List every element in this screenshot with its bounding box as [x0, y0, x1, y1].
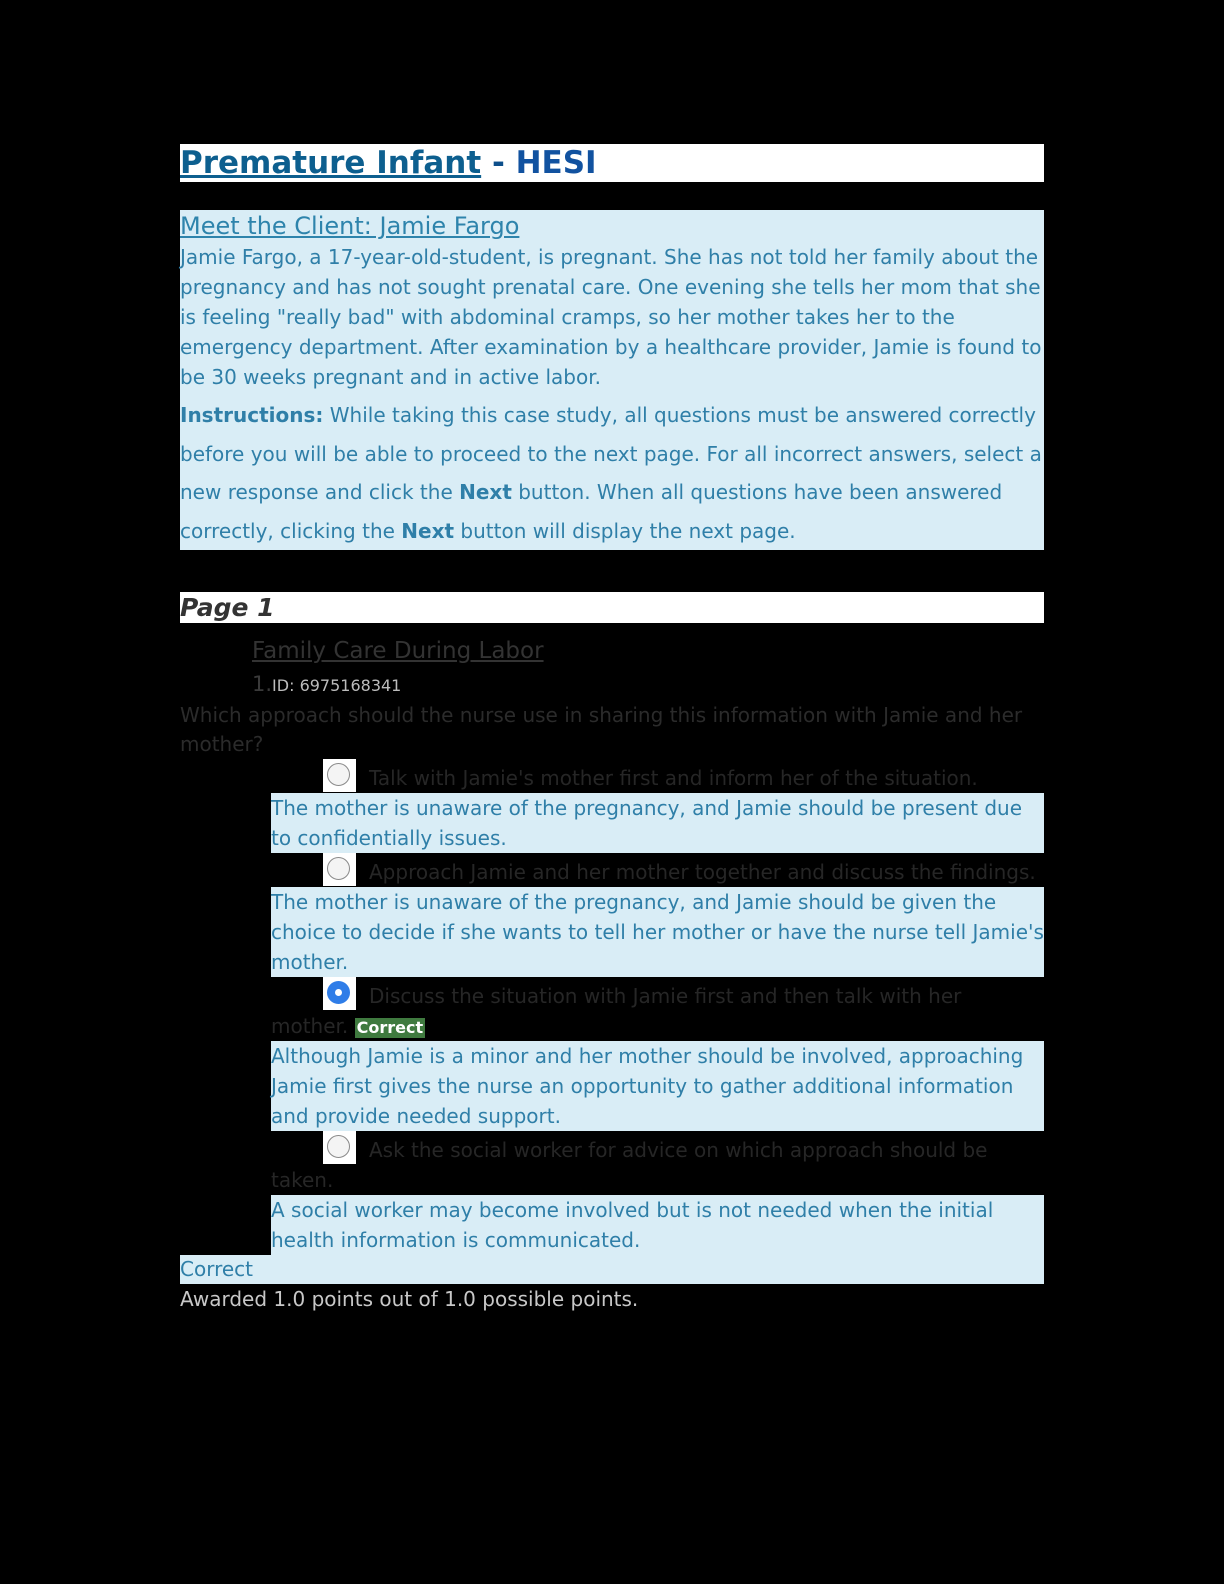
- option-rationale: A social worker may become involved but is not needed when the initial health information is communicated.: [271, 1195, 1044, 1255]
- page-label: Page 1: [180, 592, 1044, 623]
- option-text: Ask the social worker for advice on which approach should be taken.: [271, 1138, 988, 1192]
- question-text: Which approach should the nurse use in sharing this information with Jamie and her mother?: [180, 703, 1023, 756]
- question-id-row: [252, 669, 1044, 701]
- correct-badge: Correct: [356, 1018, 424, 1037]
- intro-heading[interactable]: Meet the Client: Jamie Fargo: [180, 212, 520, 240]
- option-rationale: The mother is unaware of the pregnancy, and Jamie should be given the choice to decide if she wants to tell her mother or have the nurse tell Jamie's mother.: [271, 887, 1044, 977]
- answer-option[interactable]: [271, 759, 1044, 793]
- section-title[interactable]: Family Care During Labor: [252, 638, 544, 664]
- instructions-label: Instructions:: [180, 403, 324, 427]
- instructions-text-3: button will display the next page.: [454, 518, 796, 543]
- option-text: Talk with Jamie's mother first and inform her of the situation.: [369, 766, 978, 790]
- question-number: 1.: [252, 672, 273, 696]
- radio-button-empty-icon[interactable]: [323, 853, 356, 886]
- answer-option[interactable]: [271, 1131, 1044, 1195]
- radio-button-empty-icon[interactable]: [323, 1131, 356, 1164]
- next-word-2: Next: [401, 518, 455, 543]
- option-text-with-badge: [271, 977, 1044, 1041]
- option-text: Discuss the situation with Jamie first and then talk with her mother.: [271, 984, 962, 1038]
- radio-button-empty-icon[interactable]: [323, 759, 356, 792]
- answer-option[interactable]: [271, 853, 1044, 887]
- title-link[interactable]: Premature Infant: [180, 145, 482, 181]
- intro-body: Jamie Fargo, a 17-year-old-student, is pregnant. She has not told her family about the pregnancy and has not sought prenatal care. One evening she tells her mom that she is feeling "really bad" with abdominal cramps, so her mother takes her to the emergency department. After examination by a healthcare provider, Jamie is found to be 30 weeks pregnant and in active labor.: [180, 245, 1042, 389]
- option-rationale: Although Jamie is a minor and her mother should be involved, approaching Jamie first gives the nurse an opportunity to gather additional information and provide needed support.: [271, 1041, 1044, 1131]
- title-separator: -: [481, 145, 516, 181]
- instructions-text-1: While taking this case study, all questions must be answered correctly before you will be able to proceed to the next page. For all incorrect answers, select a new response and click the: [180, 403, 1042, 504]
- radio-button-selected-icon[interactable]: [323, 977, 356, 1010]
- points-awarded: Awarded 1.0 points out of 1.0 possible points.: [180, 1287, 639, 1311]
- result-status: Correct: [180, 1255, 1044, 1284]
- intro-panel: [180, 210, 1044, 550]
- next-word-1: Next: [459, 480, 512, 504]
- question-id: ID: 6975168341: [272, 676, 402, 695]
- instructions: [180, 396, 1044, 550]
- option-rationale: The mother is unaware of the pregnancy, and Jamie should be present due to confidentially issues.: [271, 793, 1044, 853]
- page-title: [180, 144, 1044, 182]
- answer-option-selected[interactable]: [271, 977, 1044, 1041]
- option-text: Approach Jamie and her mother together and discuss the findings.: [369, 860, 1036, 884]
- instructions-text-2: button. When all questions have been answered correctly, clicking the: [180, 480, 1003, 543]
- title-suffix: HESI: [515, 145, 597, 181]
- page-content: [180, 144, 1044, 1314]
